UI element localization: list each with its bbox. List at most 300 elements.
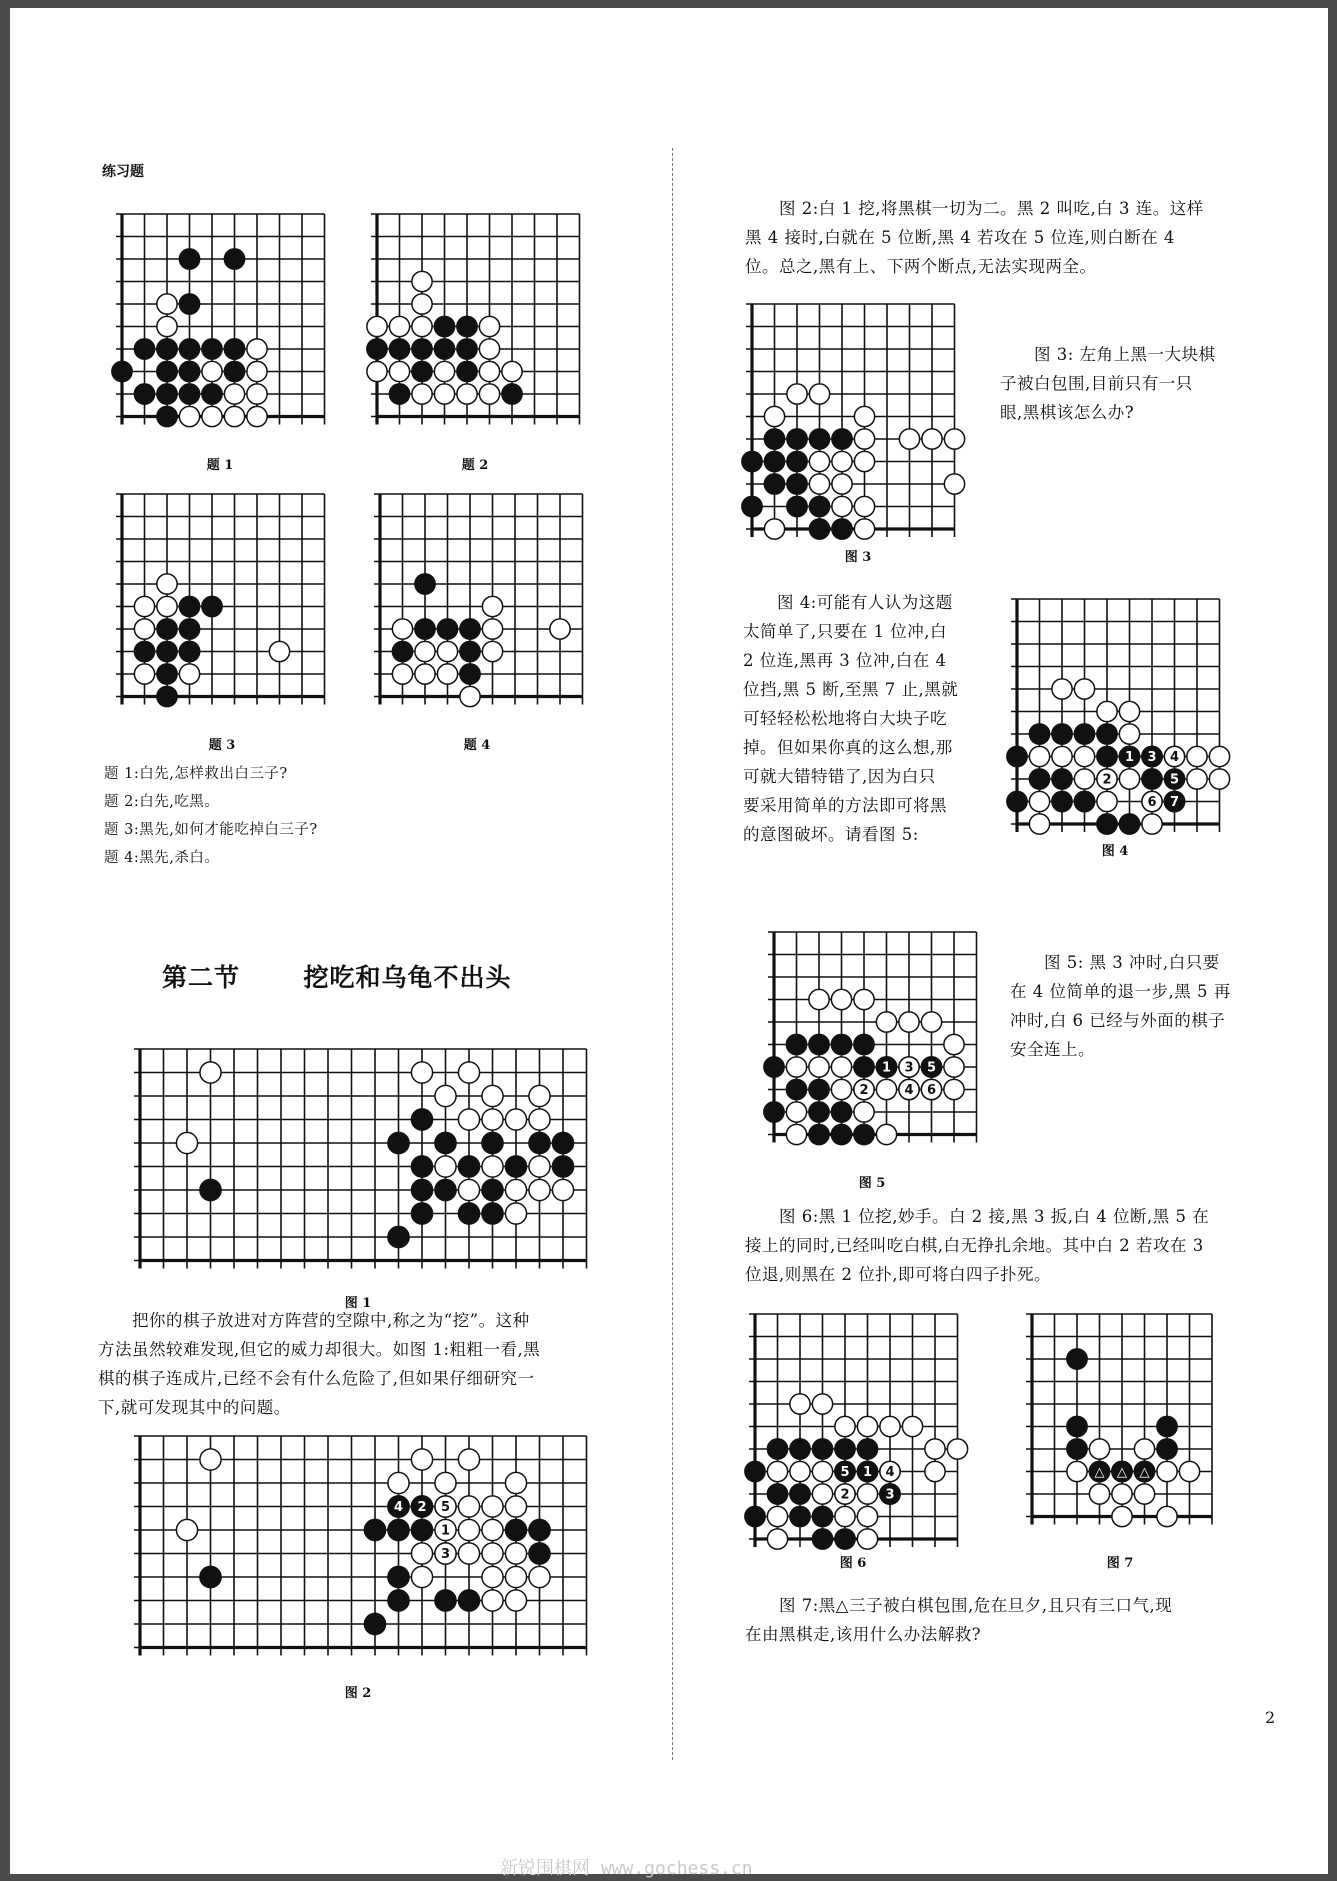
black-stone	[745, 1506, 765, 1526]
black-stone	[157, 686, 177, 706]
white-stone	[247, 406, 267, 426]
white-stone	[458, 1449, 479, 1470]
white-stone	[435, 1472, 456, 1493]
black-stone	[364, 1613, 385, 1634]
move-number: 6	[1147, 795, 1157, 810]
black-stone	[1052, 791, 1072, 811]
black-stone	[200, 1566, 221, 1587]
white-stone	[854, 429, 874, 449]
white-stone	[134, 619, 154, 639]
white-stone	[854, 406, 874, 426]
black-stone	[1052, 769, 1072, 789]
black-stone	[552, 1156, 573, 1177]
white-stone	[482, 1566, 503, 1587]
white-stone	[787, 384, 807, 404]
black-stone	[157, 664, 177, 684]
white-stone	[831, 1057, 851, 1077]
white-stone	[1209, 769, 1229, 789]
white-stone	[809, 474, 829, 494]
black-stone	[854, 1124, 874, 1144]
black-stone	[857, 1439, 877, 1459]
white-stone	[767, 1529, 787, 1549]
white-stone	[857, 1506, 877, 1526]
white-stone	[790, 1394, 810, 1414]
black-stone	[460, 641, 480, 661]
white-stone	[1142, 814, 1162, 834]
move-number: △	[1139, 1465, 1150, 1480]
white-stone	[502, 361, 522, 381]
figure-5-caption: 图 5	[858, 1176, 886, 1191]
white-stone	[412, 384, 432, 404]
book-page	[10, 8, 1328, 1874]
move-number: △	[1117, 1465, 1127, 1480]
white-stone	[944, 474, 964, 494]
white-stone	[458, 1062, 479, 1083]
white-stone	[479, 316, 499, 336]
black-stone	[812, 1529, 832, 1549]
white-stone	[1112, 1506, 1132, 1526]
black-stone	[1067, 1416, 1087, 1436]
white-stone	[202, 361, 222, 381]
move-number: 1	[440, 1523, 451, 1539]
black-stone	[787, 429, 807, 449]
white-stone	[1157, 1461, 1177, 1481]
white-stone	[809, 989, 829, 1009]
white-stone	[925, 1461, 945, 1481]
black-stone	[179, 361, 199, 381]
move-number: 3	[885, 1487, 895, 1503]
black-stone	[388, 1519, 409, 1540]
white-stone	[176, 1132, 197, 1153]
problem-1-caption: 题 1	[206, 458, 234, 473]
black-stone	[835, 1529, 855, 1549]
white-stone	[809, 384, 829, 404]
black-stone	[157, 384, 177, 404]
black-stone	[457, 316, 477, 336]
black-stone	[179, 384, 199, 404]
white-stone	[790, 1461, 810, 1481]
white-stone	[176, 1519, 197, 1540]
figure-5-explanation: 图 5: 黑 3 冲时,白只要 在 4 位简单的退一步,黑 5 再 冲时,白 6 已经与外面的棋子 安全连上。	[1010, 953, 1231, 1059]
black-stone	[742, 451, 762, 471]
black-stone	[179, 294, 199, 314]
white-stone	[458, 1496, 479, 1517]
black-stone	[389, 339, 409, 359]
black-stone	[224, 249, 244, 269]
black-stone	[831, 1034, 851, 1054]
black-stone	[200, 1179, 221, 1200]
black-stone	[435, 1132, 456, 1153]
white-stone	[947, 1439, 967, 1459]
black-stone	[1157, 1416, 1177, 1436]
move-number: 5	[926, 1060, 937, 1076]
black-stone	[854, 1034, 874, 1054]
figure-4-explanation: 图 4:可能有人认为这题 太简单了,只要在 1 位冲,白 2 位连,黑再 3 位冲,白在 4 位挡,黑 5 断,至黑 7 止,黑就 可轻轻松松地将白大块子吃 掉。但如果你真的这么想,那 可就大错特错了,因为白只 要采用简单的方法即可将黑 的意图破坏。请看图 5:	[743, 593, 959, 844]
white-stone	[482, 619, 502, 639]
white-stone	[764, 406, 784, 426]
white-stone	[1067, 1461, 1087, 1481]
white-stone	[411, 1566, 432, 1587]
white-stone	[1097, 701, 1117, 721]
white-stone	[876, 1124, 896, 1144]
white-stone	[1187, 746, 1207, 766]
white-stone	[529, 1085, 550, 1106]
figure-2-board	[128, 1430, 588, 1670]
white-stone	[529, 1566, 550, 1587]
problem-3-caption: 题 3	[208, 738, 236, 753]
white-stone	[482, 1519, 503, 1540]
black-stone	[764, 451, 784, 471]
black-stone	[529, 1519, 550, 1540]
white-stone	[854, 989, 874, 1009]
figure-7-caption: 图 7	[1106, 1556, 1134, 1571]
black-stone	[179, 596, 199, 616]
white-stone	[179, 406, 199, 426]
white-stone	[482, 1543, 503, 1564]
problem-questions	[104, 760, 318, 872]
white-stone	[786, 1102, 806, 1122]
white-stone	[529, 1109, 550, 1130]
black-stone	[1119, 814, 1139, 834]
black-stone	[157, 641, 177, 661]
white-stone	[944, 1079, 964, 1099]
white-stone	[529, 1179, 550, 1200]
black-stone	[787, 474, 807, 494]
black-stone	[457, 361, 477, 381]
black-stone	[157, 361, 177, 381]
black-stone	[809, 496, 829, 516]
white-stone	[505, 1566, 526, 1587]
white-stone	[857, 1484, 877, 1504]
white-stone	[157, 294, 177, 314]
black-stone	[1097, 724, 1117, 744]
white-stone	[876, 1079, 896, 1099]
column-divider	[672, 148, 673, 1760]
white-stone	[415, 664, 435, 684]
white-stone	[392, 619, 412, 639]
black-stone	[809, 1079, 829, 1099]
move-number: 1	[862, 1465, 873, 1480]
white-stone	[831, 1079, 851, 1099]
move-number: 2	[859, 1083, 869, 1098]
white-stone	[435, 1085, 456, 1106]
white-stone	[482, 1085, 503, 1106]
problem-4-caption: 题 4	[463, 738, 491, 753]
black-stone	[1074, 791, 1094, 811]
black-stone	[224, 361, 244, 381]
black-stone	[202, 384, 222, 404]
figure-6-explanation: 图 6:黑 1 位挖,妙手。白 2 接,黑 3 扳,白 4 位断,黑 5 在 接上的同时,已经叫吃白棋,白无挣扎余地。其中白 2 若攻在 3 位退,则黑在 2 位扑,即可将白四子扑死。	[745, 1207, 1210, 1284]
black-stone	[1097, 746, 1117, 766]
black-stone	[764, 474, 784, 494]
black-stone	[502, 384, 522, 404]
section-heading: 挖吃和乌龟不出头	[303, 963, 512, 992]
white-stone	[482, 1590, 503, 1611]
white-stone	[899, 1012, 919, 1032]
white-stone	[388, 1472, 409, 1493]
white-stone	[505, 1203, 526, 1224]
black-stone	[157, 619, 177, 639]
white-stone	[812, 1461, 832, 1481]
move-number: 5	[1169, 772, 1180, 788]
move-number: 1	[881, 1060, 892, 1076]
black-stone	[435, 1179, 456, 1200]
white-stone	[157, 316, 177, 336]
white-stone	[1119, 724, 1139, 744]
black-stone	[458, 1203, 479, 1224]
white-stone	[832, 496, 852, 516]
figure-3-board	[740, 298, 980, 538]
figure-7-board	[1020, 1308, 1260, 1548]
white-stone	[944, 429, 964, 449]
black-stone	[787, 496, 807, 516]
white-stone	[482, 1156, 503, 1177]
white-stone	[944, 1057, 964, 1077]
white-stone	[458, 1179, 479, 1200]
white-stone	[857, 1529, 877, 1549]
white-stone	[479, 339, 499, 359]
white-stone	[437, 641, 457, 661]
black-stone	[224, 339, 244, 359]
white-stone	[832, 474, 852, 494]
white-stone	[835, 1416, 855, 1436]
white-stone	[921, 1012, 941, 1032]
move-number: 4	[904, 1083, 914, 1098]
white-stone	[367, 361, 387, 381]
black-stone	[458, 1590, 479, 1611]
footer-watermark: 新锐围棋网 www.gochess.cn	[500, 1858, 753, 1879]
white-stone	[1179, 1461, 1199, 1481]
problem-4-board	[368, 488, 608, 728]
move-number: 7	[1169, 795, 1180, 810]
white-stone	[1157, 1506, 1177, 1526]
black-stone	[415, 619, 435, 639]
move-number: 2	[417, 1500, 427, 1515]
white-stone	[505, 1472, 526, 1493]
black-stone	[831, 1124, 851, 1144]
white-stone	[809, 451, 829, 471]
white-stone	[482, 1496, 503, 1517]
white-stone	[552, 1179, 573, 1200]
black-stone	[460, 664, 480, 684]
black-stone	[134, 641, 154, 661]
black-stone	[809, 429, 829, 449]
black-stone	[179, 249, 199, 269]
white-stone	[1089, 1439, 1109, 1459]
black-stone	[786, 1079, 806, 1099]
white-stone	[1052, 679, 1072, 699]
black-stone	[157, 406, 177, 426]
figure-4-caption: 图 4	[1101, 844, 1129, 859]
move-number: 1	[1124, 750, 1135, 765]
black-stone	[809, 1034, 829, 1054]
white-stone	[812, 1394, 832, 1414]
black-stone	[411, 1109, 432, 1130]
move-number: 3	[904, 1060, 914, 1076]
white-stone	[1029, 791, 1049, 811]
figure-2-explanation: 图 2:白 1 挖,将黑棋一切为二。黑 2 叫吃,白 3 连。这样 黑 4 接时,白就在 5 位断,黑 4 若攻在 5 位连,则白断在 4 位。总之,黑有上、下两个断点,无法实现两全。	[745, 199, 1204, 276]
white-stone	[812, 1484, 832, 1504]
black-stone	[832, 519, 852, 539]
move-number: 2	[1102, 772, 1112, 788]
white-stone	[1029, 746, 1049, 766]
white-stone	[202, 406, 222, 426]
white-stone	[1119, 701, 1139, 721]
white-stone	[179, 664, 199, 684]
white-stone	[460, 686, 480, 706]
white-stone	[902, 1416, 922, 1436]
black-stone	[482, 1179, 503, 1200]
white-stone	[835, 1506, 855, 1526]
black-stone	[529, 1543, 550, 1564]
section-label: 第二节	[162, 963, 241, 992]
white-stone	[435, 1156, 456, 1177]
black-stone	[392, 641, 412, 661]
move-number: 2	[840, 1487, 850, 1503]
white-stone	[389, 361, 409, 381]
black-stone	[157, 339, 177, 359]
white-stone	[1074, 679, 1094, 699]
white-stone	[269, 641, 289, 661]
header-title: 练习题	[102, 164, 144, 180]
black-stone	[505, 1156, 526, 1177]
white-stone	[1209, 746, 1229, 766]
black-stone	[787, 451, 807, 471]
white-stone	[505, 1496, 526, 1517]
white-stone	[1074, 746, 1094, 766]
white-stone	[854, 1102, 874, 1122]
move-number: 4	[885, 1465, 895, 1480]
figure-4-board	[1005, 593, 1245, 833]
problem-3-board	[110, 488, 350, 728]
white-stone	[764, 519, 784, 539]
white-stone	[854, 519, 874, 539]
white-stone	[899, 429, 919, 449]
black-stone	[767, 1439, 787, 1459]
white-stone	[505, 1590, 526, 1611]
black-stone	[179, 619, 199, 639]
black-stone	[437, 619, 457, 639]
white-stone	[367, 316, 387, 336]
black-stone	[179, 339, 199, 359]
question-4: 题 4:黑先,杀白。	[104, 850, 220, 866]
black-stone	[112, 361, 132, 381]
white-stone	[1089, 1484, 1109, 1504]
black-stone	[832, 429, 852, 449]
question-1: 题 1:白先,怎样救出白三子?	[104, 766, 288, 782]
black-stone	[1097, 814, 1117, 834]
white-stone	[415, 641, 435, 661]
white-stone	[1119, 769, 1139, 789]
black-stone	[458, 1156, 479, 1177]
black-stone	[1157, 1439, 1177, 1459]
white-stone	[1112, 1484, 1132, 1504]
white-stone	[200, 1062, 221, 1083]
white-stone	[854, 496, 874, 516]
black-stone	[1074, 724, 1094, 744]
black-stone	[202, 339, 222, 359]
white-stone	[786, 1124, 806, 1144]
white-stone	[880, 1416, 900, 1436]
black-stone	[482, 1132, 503, 1153]
black-stone	[434, 316, 454, 336]
move-number: 3	[440, 1547, 451, 1562]
move-number: 5	[840, 1465, 850, 1480]
white-stone	[437, 664, 457, 684]
white-stone	[479, 361, 499, 381]
white-stone	[157, 574, 177, 594]
black-stone	[790, 1506, 810, 1526]
white-stone	[224, 406, 244, 426]
white-stone	[529, 1156, 550, 1177]
white-stone	[505, 1543, 526, 1564]
black-stone	[812, 1439, 832, 1459]
white-stone	[1029, 814, 1049, 834]
question-2: 题 2:白先,吃黑。	[104, 794, 220, 810]
black-stone	[457, 339, 477, 359]
move-number: 4	[1169, 750, 1180, 765]
white-stone	[505, 1179, 526, 1200]
figure-3-explanation: 图 3: 左角上黑一大块棋 子被白包围,目前只有一只 眼,黑棋该怎么办?	[1000, 345, 1216, 422]
white-stone	[457, 384, 477, 404]
black-stone	[411, 1156, 432, 1177]
white-stone	[434, 361, 454, 381]
black-stone	[831, 1102, 851, 1122]
white-stone	[412, 294, 432, 314]
white-stone	[767, 1461, 787, 1481]
black-stone	[1007, 746, 1027, 766]
black-stone	[179, 641, 199, 661]
figure-1-caption: 图 1	[344, 1296, 372, 1311]
black-stone	[364, 1519, 385, 1540]
white-stone	[392, 664, 412, 684]
black-stone	[1052, 724, 1072, 744]
black-stone	[412, 361, 432, 381]
black-stone	[809, 1124, 829, 1144]
figure-6-board	[743, 1308, 983, 1548]
white-stone	[411, 1062, 432, 1083]
black-stone	[767, 1484, 787, 1504]
white-stone	[479, 384, 499, 404]
black-stone	[202, 596, 222, 616]
figure-5-board	[762, 926, 1002, 1166]
white-stone	[434, 384, 454, 404]
black-stone	[411, 1179, 432, 1200]
black-stone	[505, 1519, 526, 1540]
white-stone	[854, 451, 874, 471]
black-stone	[742, 496, 762, 516]
white-stone	[857, 1416, 877, 1436]
white-stone	[1074, 769, 1094, 789]
white-stone	[247, 339, 267, 359]
white-stone	[411, 1543, 432, 1564]
white-stone	[482, 1109, 503, 1130]
white-stone	[831, 989, 851, 1009]
black-stone	[1029, 769, 1049, 789]
black-stone	[786, 1034, 806, 1054]
black-stone	[1067, 1439, 1087, 1459]
black-stone	[764, 1102, 784, 1122]
white-stone	[411, 1449, 432, 1470]
white-stone	[1052, 746, 1072, 766]
white-stone	[247, 361, 267, 381]
black-stone	[764, 429, 784, 449]
black-stone	[1067, 1349, 1087, 1369]
black-stone	[411, 1203, 432, 1224]
black-stone	[1029, 724, 1049, 744]
black-stone	[1142, 769, 1162, 789]
black-stone	[411, 1519, 432, 1540]
